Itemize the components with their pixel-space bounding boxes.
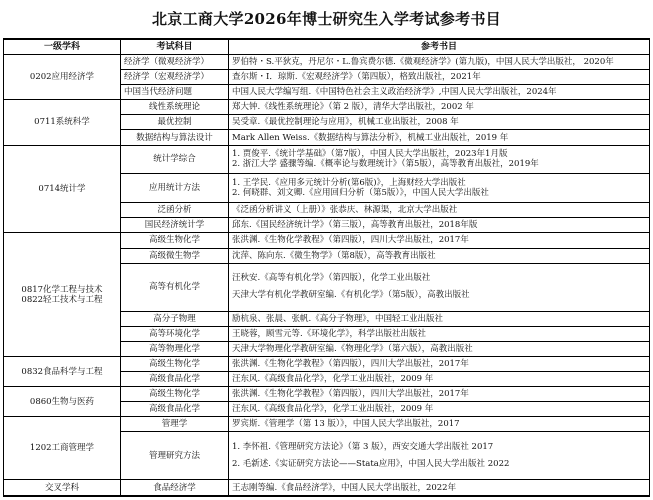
book-cell: 《泛函分析讲义（上册）》张恭庆、林源渠，北京大学出版社 bbox=[229, 203, 650, 218]
page-title: 北京工商大学2026年博士研究生入学考试参考书目 bbox=[152, 10, 501, 28]
subject-cell: 高等物理化学 bbox=[121, 341, 229, 356]
book-line: 2. 毛新述.《实证研究方法论——Stata应用》，中国人民大学出版社 2022 bbox=[232, 458, 510, 469]
book-cell bbox=[229, 174, 650, 203]
header-subject: 考试科目 bbox=[121, 39, 229, 55]
discipline-cell: 1202工商管理学 bbox=[4, 417, 121, 480]
book-cell: 罗宾斯.《管理学（第 13 版）》，中国人民大学出版社，2017 bbox=[229, 417, 650, 432]
book-cell: 天津大学物理化学教研室编.《物理化学》（第六版），高教出版社 bbox=[229, 341, 650, 356]
book-line: 1. 李怀祖.《管理研究方法论》（第 3 版），西安交通大学出版社 2017 bbox=[232, 441, 494, 452]
discipline-cell: 交叉学科 bbox=[4, 480, 121, 496]
book-cell: 张洪渊.《生物化学教程》（第四版），四川大学出版社，2017年 bbox=[229, 387, 650, 402]
subject-cell: 高等环境化学 bbox=[121, 326, 229, 341]
book-line: 2. 何晓群、刘文卿.《应用回归分析（第5版）》，中国人民大学出版社 bbox=[232, 188, 489, 199]
book-cell: 汪东风.《高级食品化学》，化学工业出版社，2009 年 bbox=[229, 402, 650, 417]
discipline-cell: 0832食品科学与工程 bbox=[4, 356, 121, 386]
subject-cell: 高等有机化学 bbox=[121, 263, 229, 311]
subject-cell: 统计学综合 bbox=[121, 145, 229, 174]
book-cell: 查尔斯・I．琼斯.《宏观经济学》（第四版），格致出版社，2021年 bbox=[229, 70, 650, 85]
book-line: 2. 浙江大学 盛骤等编.《概率论与数理统计》（第5版），高等教育出版社，2019年 bbox=[232, 159, 539, 170]
discipline-cell: 0202应用经济学 bbox=[4, 55, 121, 100]
book-cell: 王志刚等编.《食品经济学》，中国人民大学出版社，2022年 bbox=[229, 480, 650, 496]
table-header-row bbox=[4, 39, 650, 55]
book-cell: 王晓蓉，顾雪元等.《环境化学》，科学出版社出版社 bbox=[229, 326, 650, 341]
subject-cell: 线性系统理论 bbox=[121, 100, 229, 115]
book-line: 汪秋安.《高等有机化学》（第四版），化学工业出版社 bbox=[232, 273, 431, 284]
book-line: 1. 王学民.《应用多元统计分析(第6版)》，上海财经大学出版社 bbox=[232, 178, 466, 189]
book-cell bbox=[229, 145, 650, 174]
book-cell: 励杭泉、张晨、张帆.《高分子物理》，中国轻工业出版社 bbox=[229, 311, 650, 326]
subject-cell: 管理研究方法 bbox=[121, 432, 229, 480]
book-cell: Mark Allen Weiss.《数据结构与算法分析》，机械工业出版社，2019 年 bbox=[229, 130, 650, 145]
discipline-line: 0817化学工程与技术 bbox=[21, 284, 103, 295]
discipline-cell: 0711系统科学 bbox=[4, 100, 121, 145]
book-cell: 罗伯特・S.平狄克，丹尼尔・L.鲁宾费尔德.《微观经济学》(第九版)，中国人民大学出版社， 2020年 bbox=[229, 55, 650, 70]
subject-cell: 高级食品化学 bbox=[121, 372, 229, 387]
discipline-line: 0822轻工技术与工程 bbox=[21, 294, 103, 305]
book-cell bbox=[229, 263, 650, 311]
book-cell: 吴受章.《最优控制理论与应用》，机械工业出版社，2008 年 bbox=[229, 115, 650, 130]
table-row bbox=[4, 233, 650, 248]
subject-cell: 高级生物化学 bbox=[121, 387, 229, 402]
subject-cell: 食品经济学 bbox=[121, 480, 229, 496]
book-cell: 汪东风.《高级食品化学》，化学工业出版社，2009 年 bbox=[229, 372, 650, 387]
book-cell: 中国人民大学编写组.《中国特色社会主义政治经济学》,中国人民大学出版社，2024年 bbox=[229, 85, 650, 100]
subject-cell: 泛函分析 bbox=[121, 203, 229, 218]
subject-cell: 经济学（宏观经济学） bbox=[121, 70, 229, 85]
subject-cell: 高级食品化学 bbox=[121, 402, 229, 417]
table-row bbox=[4, 480, 650, 496]
subject-cell: 经济学（微观经济学） bbox=[121, 55, 229, 70]
reference-table bbox=[3, 38, 650, 497]
subject-cell: 高级生物化学 bbox=[121, 356, 229, 371]
subject-cell: 中国当代经济问题 bbox=[121, 85, 229, 100]
subject-cell: 应用统计方法 bbox=[121, 174, 229, 203]
subject-cell: 数据结构与算法设计 bbox=[121, 130, 229, 145]
book-cell: 沈萍、陈向东.《微生物学》（第8版），高等教育出版社 bbox=[229, 248, 650, 263]
subject-cell: 高级生物化学 bbox=[121, 233, 229, 248]
subject-cell: 高分子物理 bbox=[121, 311, 229, 326]
subject-cell: 管理学 bbox=[121, 417, 229, 432]
discipline-cell bbox=[4, 233, 121, 357]
header-books: 参考书目 bbox=[229, 39, 650, 55]
discipline-cell: 0714统计学 bbox=[4, 145, 121, 233]
book-cell: 张洪渊.《生物化学教程》（第四版），四川大学出版社，2017年 bbox=[229, 356, 650, 371]
table-row bbox=[4, 100, 650, 115]
subject-cell: 高级微生物学 bbox=[121, 248, 229, 263]
subject-cell: 国民经济统计学 bbox=[121, 218, 229, 233]
table-row bbox=[4, 387, 650, 402]
book-cell bbox=[229, 432, 650, 480]
book-line: 天津大学有机化学教研室编.《有机化学》（第5版），高教出版社 bbox=[232, 290, 470, 301]
header-discipline: 一级学科 bbox=[4, 39, 121, 55]
table-row bbox=[4, 356, 650, 371]
book-line: 1. 贾俊平.《统计学基础》（第7版），中国人民大学出版社，2023年1月版 bbox=[232, 149, 508, 160]
book-cell: 张洪渊.《生物化学教程》（第四版），四川大学出版社，2017年 bbox=[229, 233, 650, 248]
subject-cell: 最优控制 bbox=[121, 115, 229, 130]
table-row bbox=[4, 145, 650, 174]
discipline-cell: 0860生物与医药 bbox=[4, 387, 121, 417]
table-row bbox=[4, 417, 650, 432]
book-cell: 郑大钟.《线性系统理论》（第 2 版），清华大学出版社，2002 年 bbox=[229, 100, 650, 115]
table-row bbox=[4, 55, 650, 70]
book-cell: 邱东.《国民经济统计学》（第三版），高等教育出版社，2018年版 bbox=[229, 218, 650, 233]
